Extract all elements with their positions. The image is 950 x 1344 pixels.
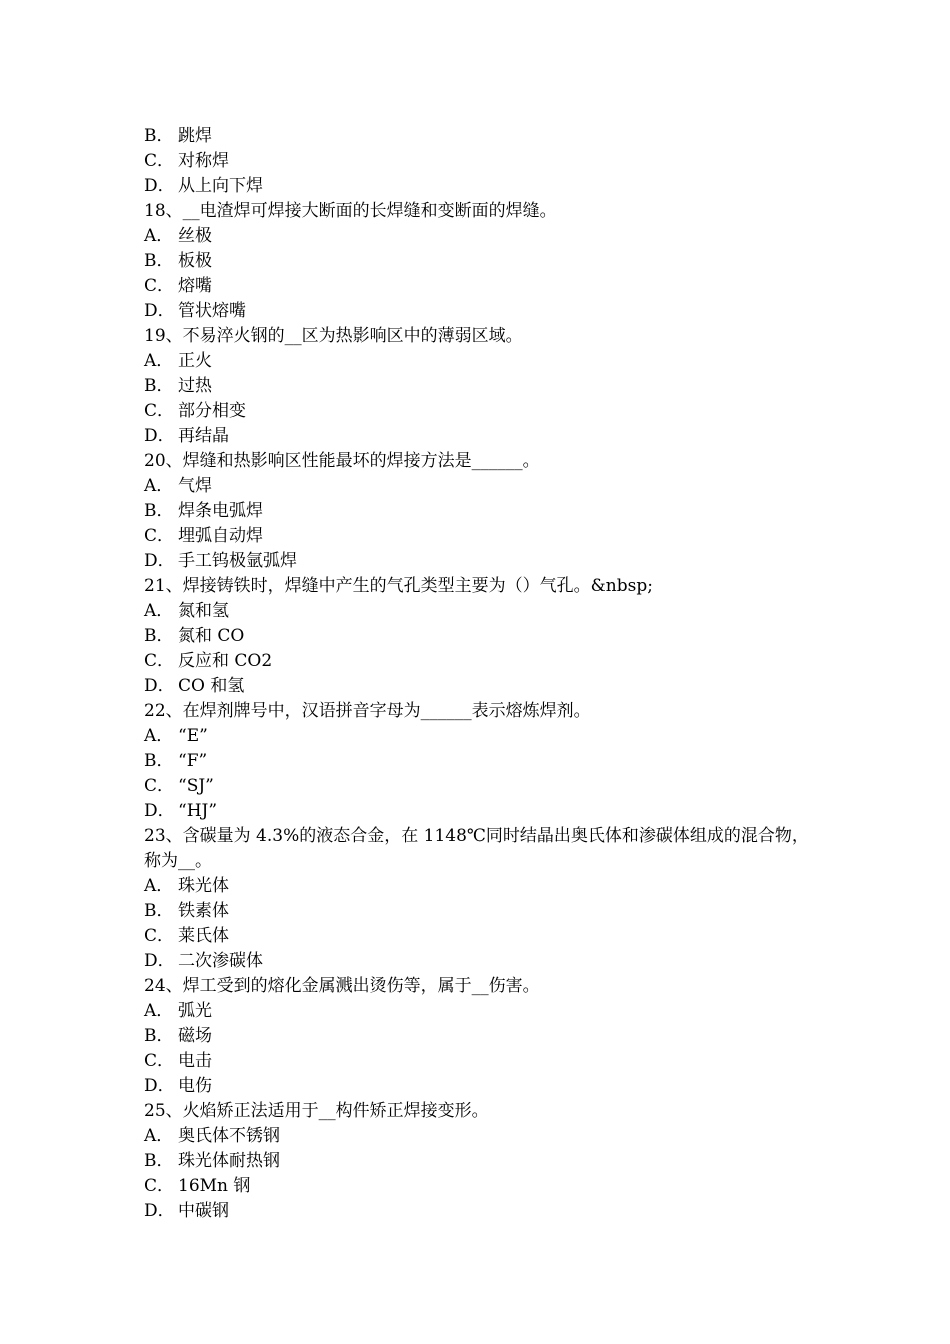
answer-option <box>144 249 816 274</box>
option-letter: B． <box>144 626 174 646</box>
option-text: 对称焊 <box>178 151 229 171</box>
option-letter: B． <box>144 251 174 271</box>
answer-option <box>144 374 816 399</box>
option-text: 焊条电弧焊 <box>178 501 263 521</box>
answer-option <box>144 999 816 1024</box>
question-text: 22、在焊剂牌号中，汉语拼音字母为______表示熔炼焊剂。 <box>144 701 591 721</box>
answer-option <box>144 224 816 249</box>
option-letter: B． <box>144 126 174 146</box>
answer-option <box>144 1124 816 1149</box>
option-text: 部分相变 <box>178 401 246 421</box>
answer-option <box>144 949 816 974</box>
answer-option <box>144 799 816 824</box>
answer-option <box>144 399 816 424</box>
answer-option <box>144 349 816 374</box>
answer-option <box>144 149 816 174</box>
option-text: 珠光体 <box>178 876 229 896</box>
answer-option <box>144 749 816 774</box>
option-letter: A． <box>144 601 174 621</box>
answer-option <box>144 774 816 799</box>
option-letter: D． <box>144 301 175 321</box>
answer-option <box>144 299 816 324</box>
option-text: 电击 <box>178 1051 212 1071</box>
option-text: “F” <box>178 751 208 771</box>
option-letter: C． <box>144 526 175 546</box>
answer-option <box>144 624 816 649</box>
option-letter: C． <box>144 1051 175 1071</box>
option-letter: D． <box>144 1201 175 1221</box>
option-letter: C． <box>144 401 175 421</box>
answer-option <box>144 424 816 449</box>
option-text: 再结晶 <box>178 426 229 446</box>
option-text: 丝极 <box>178 226 212 246</box>
option-letter: B． <box>144 376 174 396</box>
option-text: 板极 <box>178 251 212 271</box>
option-text: 气焊 <box>178 476 212 496</box>
answer-option <box>144 649 816 674</box>
question-text: 18、__电渣焊可焊接大断面的长焊缝和变断面的焊缝。 <box>144 201 557 221</box>
option-text: 管状熔嘴 <box>178 301 246 321</box>
answer-option <box>144 524 816 549</box>
answer-option <box>144 1149 816 1174</box>
option-text: 熔嘴 <box>178 276 212 296</box>
answer-option <box>144 174 816 199</box>
option-text: 跳焊 <box>178 126 212 146</box>
option-letter: B． <box>144 1151 174 1171</box>
option-letter: B． <box>144 751 174 771</box>
option-text: 埋弧自动焊 <box>178 526 263 546</box>
option-text: 珠光体耐热钢 <box>178 1151 280 1171</box>
option-text: “E” <box>178 726 208 746</box>
option-letter: C． <box>144 1176 175 1196</box>
option-text: “SJ” <box>178 776 214 796</box>
answer-option <box>144 599 816 624</box>
option-letter: B． <box>144 501 174 521</box>
option-letter: D． <box>144 176 175 196</box>
answer-option <box>144 1199 816 1224</box>
option-text: 奥氏体不锈钢 <box>178 1126 280 1146</box>
answer-option <box>144 1049 816 1074</box>
option-letter: D． <box>144 426 175 446</box>
option-letter: B． <box>144 901 174 921</box>
option-text: CO 和氢 <box>178 676 245 696</box>
question-text: 20、焊缝和热影响区性能最坏的焊接方法是______。 <box>144 451 540 471</box>
option-letter: D． <box>144 551 175 571</box>
option-letter: C． <box>144 926 175 946</box>
option-letter: A． <box>144 351 174 371</box>
option-text: 二次渗碳体 <box>178 951 263 971</box>
answer-option <box>144 124 816 149</box>
option-text: 过热 <box>178 376 212 396</box>
document-page <box>144 124 816 1224</box>
option-letter: D． <box>144 801 175 821</box>
question-text: 21、焊接铸铁时，焊缝中产生的气孔类型主要为（）气孔。&nbsp; <box>144 576 653 596</box>
answer-option <box>144 549 816 574</box>
answer-option <box>144 1074 816 1099</box>
option-text: 正火 <box>178 351 212 371</box>
option-text: 莱氏体 <box>178 926 229 946</box>
option-letter: D． <box>144 676 175 696</box>
option-letter: A． <box>144 1126 174 1146</box>
option-text: 手工钨极氩弧焊 <box>178 551 297 571</box>
answer-option <box>144 274 816 299</box>
option-text: 氮和 CO <box>178 626 245 646</box>
question-text: 25、火焰矫正法适用于__构件矫正焊接变形。 <box>144 1101 489 1121</box>
option-text: 16Mn 钢 <box>178 1176 251 1196</box>
answer-option <box>144 874 816 899</box>
answer-option <box>144 674 816 699</box>
answer-option <box>144 899 816 924</box>
option-text: 氮和氢 <box>178 601 229 621</box>
answer-option <box>144 1024 816 1049</box>
answer-option <box>144 724 816 749</box>
question-text: 19、不易淬火钢的__区为热影响区中的薄弱区域。 <box>144 326 523 346</box>
option-text: 反应和 CO2 <box>178 651 273 671</box>
option-text: 铁素体 <box>178 901 229 921</box>
option-letter: D． <box>144 1076 175 1096</box>
option-text: 电伤 <box>178 1076 212 1096</box>
answer-option <box>144 1174 816 1199</box>
option-letter: A． <box>144 876 174 896</box>
option-text: 从上向下焊 <box>178 176 263 196</box>
option-text: 磁场 <box>178 1026 212 1046</box>
question-text: 23、含碳量为 4.3%的液态合金，在 1148℃同时结晶出奥氏体和渗碳体组成的混合物，称为__。 <box>144 826 809 871</box>
option-letter: A． <box>144 1001 174 1021</box>
option-text: 中碳钢 <box>178 1201 229 1221</box>
option-letter: C． <box>144 651 175 671</box>
option-text: “HJ” <box>178 801 218 821</box>
option-letter: C． <box>144 776 175 796</box>
question-text: 24、焊工受到的熔化金属溅出烫伤等，属于__伤害。 <box>144 976 540 996</box>
option-letter: A． <box>144 476 174 496</box>
option-text: 弧光 <box>178 1001 212 1021</box>
option-letter: B． <box>144 1026 174 1046</box>
option-letter: C． <box>144 276 175 296</box>
option-letter: D． <box>144 951 175 971</box>
option-letter: C． <box>144 151 175 171</box>
option-letter: A． <box>144 726 174 746</box>
answer-option <box>144 499 816 524</box>
option-letter: A． <box>144 226 174 246</box>
answer-option <box>144 474 816 499</box>
answer-option <box>144 924 816 949</box>
